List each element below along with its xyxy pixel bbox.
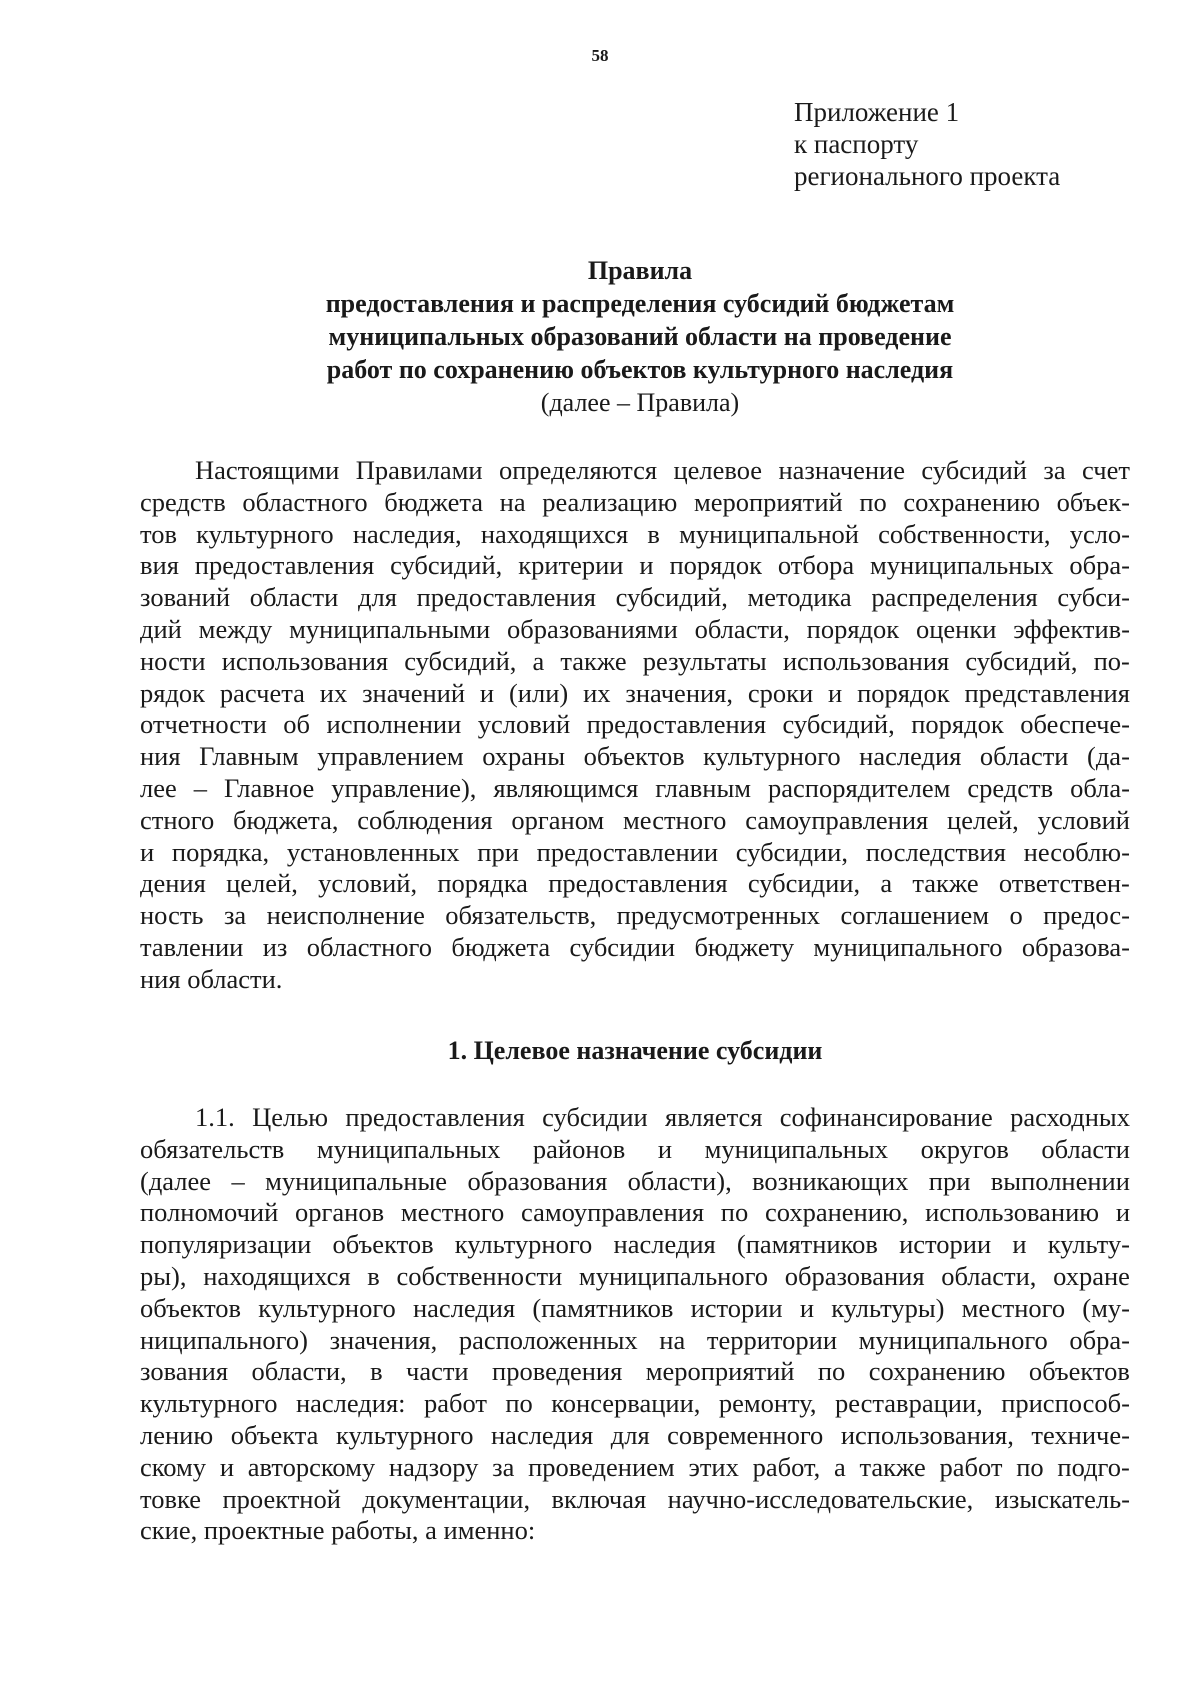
intro-paragraph [140,455,1130,996]
text-line: вия предоставления субсидий, критерии и порядок отбора муниципальных обра- [140,550,1130,581]
text-line: ниципального) значения, расположенных на территории муниципального обра- [140,1324,1130,1355]
text-line: ности использования субсидий, а также результаты использования субсидий, по- [140,645,1130,676]
text-line: популяризации объектов культурного наследия (памятников истории и культу- [140,1229,1130,1260]
appendix-note [794,96,1060,192]
text-line: тов культурного наследия, находящихся в муниципальной собственности, усло- [140,518,1130,549]
text-line: Настоящими Правилами определяются целевое назначение субсидий за счет [195,455,1130,485]
text-line: ния области. [140,963,283,994]
title-line: Правила [587,256,693,285]
text-line: товке проектной документации, включая научно-исследовательские, изыскатель- [140,1483,1130,1514]
text-line: дий между муниципальными образованиями области, порядок оценки эффектив- [140,613,1130,644]
appendix-line: регионального проекта [794,161,1061,191]
page-number: 58 [591,46,609,65]
text-line: зований области для предоставления субсидий, методика распределения субси- [140,582,1130,613]
text-line: ность за неисполнение обязательств, предусмотренных соглашением о предос- [140,900,1130,931]
appendix-line: к паспорту [794,129,919,159]
text-line: 1.1. Целью предоставления субсидии является софинансирование расходных [195,1102,1130,1132]
title-line: работ по сохранению объектов культурного наследия [326,355,954,384]
title-subline: (далее – Правила) [540,388,740,417]
title-line: предоставления и распределения субсидий бюджетам [325,289,955,318]
text-line: (далее – муниципальные образования области), возникающих при выполнении [140,1165,1130,1196]
text-line: объектов культурного наследия (памятников истории и культуры) местного (му- [140,1292,1130,1323]
text-line: тавлении из областного бюджета субсидии бюджету муниципального образова- [140,931,1130,962]
text-line: скому и авторскому надзору за проведением этих работ, а также работ по подго- [140,1451,1130,1482]
section-heading: 1. Целевое назначение субсидии [447,1036,823,1065]
appendix-line: Приложение 1 [794,97,960,127]
text-line: средств областного бюджета на реализацию мероприятий по сохранению объек- [140,486,1130,517]
title-line: муниципальных образований области на проведение [328,322,952,351]
text-line: лее – Главное управление), являющимся главным распорядителем средств обла- [140,772,1130,803]
text-line: рядок расчета их значений и (или) их значения, сроки и порядок представления [140,677,1130,708]
text-line: культурного наследия: работ по консервации, ремонту, реставрации, приспособ- [140,1388,1130,1419]
text-line: и порядка, установленных при предоставлении субсидии, последствия несоблю- [140,836,1130,867]
document-title [140,254,1140,419]
text-line: полномочий органов местного самоуправления по сохранению, использованию и [140,1197,1130,1228]
text-line: ния Главным управлением охраны объектов культурного наследия области (да- [140,741,1130,772]
text-line: обязательств муниципальных районов и муниципальных округов области [140,1133,1130,1164]
section-paragraph [140,1102,1130,1547]
text-line: отчетности об исполнении условий предоставления субсидий, порядок обеспече- [140,709,1130,740]
text-line: ры), находящихся в собственности муниципального образования области, охране [140,1260,1130,1291]
text-line: дения целей, условий, порядка предоставления субсидии, а также ответствен- [140,868,1130,899]
text-line: зования области, в части проведения мероприятий по сохранению объектов [140,1356,1130,1387]
text-line: ские, проектные работы, а именно: [140,1515,536,1546]
text-line: стного бюджета, соблюдения органом местного самоуправления целей, условий [140,804,1130,835]
text-line: лению объекта культурного наследия для современного использования, техниче- [140,1419,1130,1450]
